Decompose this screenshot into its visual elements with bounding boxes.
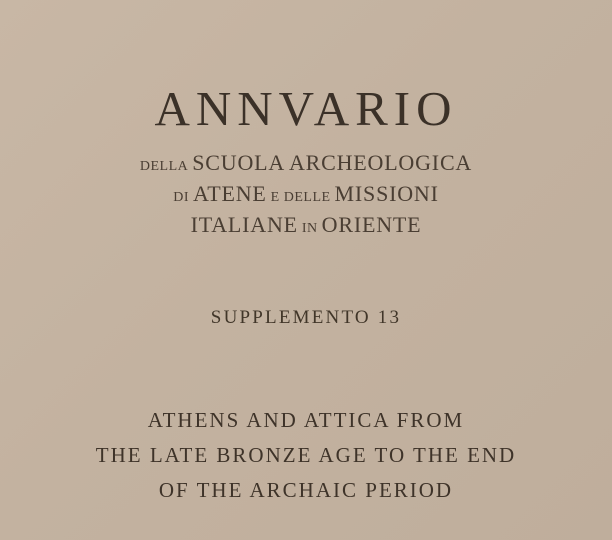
subtitle-line-1-main: SCUOLA ARCHEOLOGICA [192,150,473,175]
subtitle-line-3-main2: ORIENTE [321,212,422,238]
subtitle-line-2 [140,178,472,209]
subtitle-line-1 [140,147,472,178]
subtitle-line-1-lead: DELLA [139,159,189,174]
journal-title: ANNVARIO [154,81,458,136]
supplement-number: SUPPLEMENTO 13 [210,306,402,328]
subtitle-line-2-lead: DI [173,190,190,206]
book-title-line-3: OF THE ARCHAIC PERIOD [158,478,454,503]
journal-subtitle [140,147,472,241]
subtitle-line-2-mid: E DELLE [270,190,331,206]
book-title-line-2: THE LATE BRONZE AGE TO THE END [95,442,517,467]
subtitle-line-3 [140,209,472,240]
book-title-line-1: ATHENS AND ATTICA FROM [147,407,465,432]
subtitle-line-2-main: ATENE [193,181,267,207]
subtitle-line-3-mid: IN [301,221,318,237]
book-title [96,403,516,509]
subtitle-line-2-main2: MISSIONI [334,181,439,207]
subtitle-line-3-main: ITALIANE [190,212,298,238]
